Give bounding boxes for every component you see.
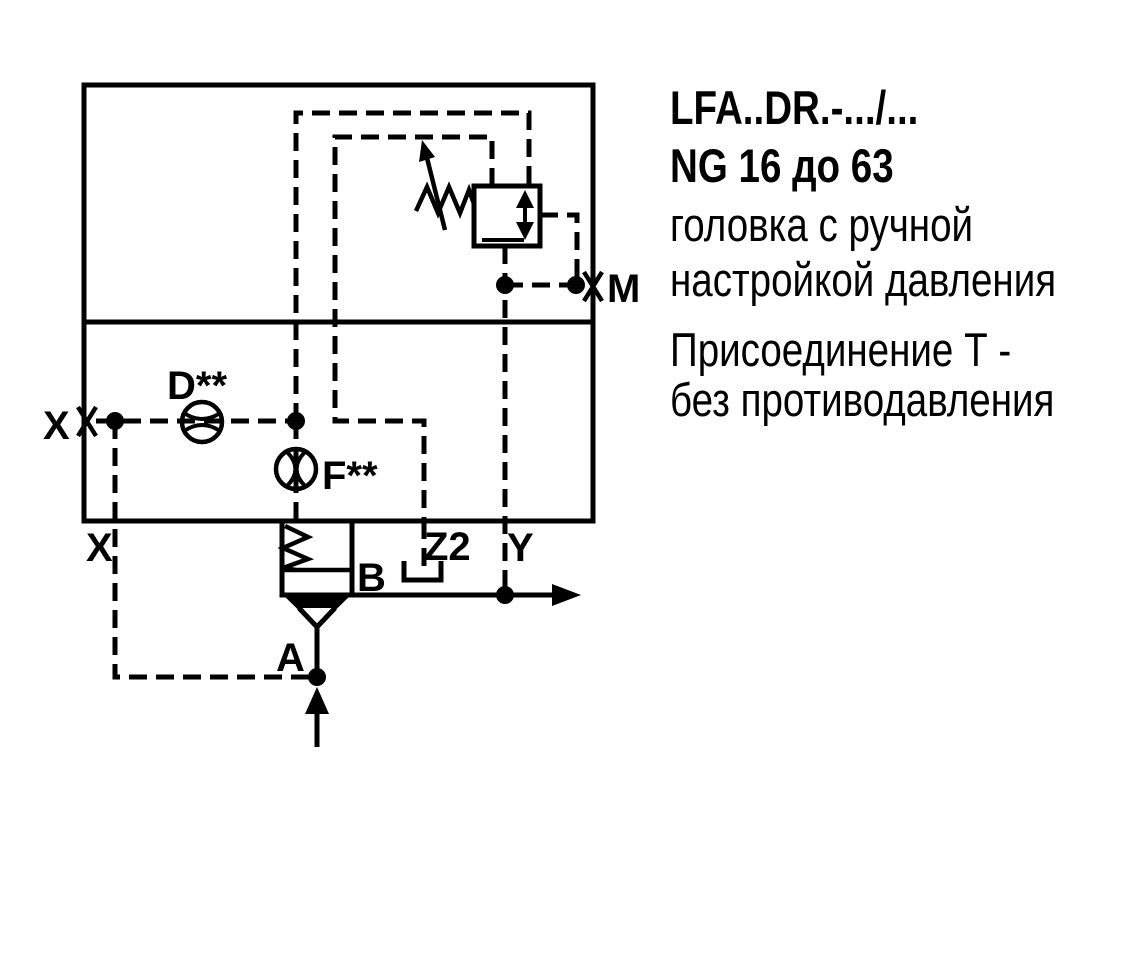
orifice-f-label: F** bbox=[322, 454, 378, 498]
port-a-line bbox=[305, 628, 329, 747]
port-z2-label: Z2 bbox=[424, 525, 471, 569]
pilot-line-valve-drain bbox=[540, 215, 577, 285]
port-b-label: B bbox=[357, 556, 386, 600]
description-line-1: головка с ручной bbox=[670, 198, 974, 251]
main-valve-body bbox=[282, 521, 352, 595]
junction-dot bbox=[496, 276, 514, 294]
port-b-line bbox=[352, 584, 581, 606]
port-y-label: Y bbox=[507, 526, 534, 570]
port-x-label: X bbox=[43, 404, 70, 448]
b-flow-arrow-icon bbox=[552, 584, 581, 606]
pilot-valve-spring-icon bbox=[416, 187, 474, 213]
main-poppet-valve bbox=[282, 521, 352, 628]
description-line-2: настройкой давления bbox=[670, 253, 1057, 306]
note-line-2: без противодавления bbox=[670, 373, 1055, 426]
pilot-valve-arrow-down-icon bbox=[516, 222, 534, 240]
main-valve-spring-icon bbox=[283, 526, 308, 570]
orifice-d-label: D** bbox=[167, 364, 228, 408]
pilot-valve-body bbox=[474, 186, 540, 246]
size-range: NG 16 до 63 bbox=[670, 139, 894, 192]
junction-dot bbox=[567, 276, 585, 294]
port-m-label: M bbox=[607, 267, 641, 311]
adjustment-arrow-head-icon bbox=[419, 140, 435, 162]
port-x-plug-icon bbox=[78, 407, 96, 436]
pilot-line-outer-loop bbox=[296, 113, 529, 421]
port-x-lower-label: X bbox=[86, 526, 113, 570]
note-line-1: Присоединение Т - bbox=[670, 323, 1012, 376]
junction-dot bbox=[496, 586, 514, 604]
pilot-valve-arrow-up-icon bbox=[516, 190, 534, 208]
junction-dot bbox=[106, 412, 124, 430]
model-code: LFA..DR.-.../... bbox=[670, 81, 919, 134]
title-block bbox=[670, 0, 1128, 500]
junction-dot bbox=[287, 412, 305, 430]
junction-dot bbox=[308, 668, 326, 686]
a-flow-arrow-icon bbox=[305, 687, 329, 714]
pilot-relief-valve bbox=[416, 140, 540, 246]
port-a-label: A bbox=[276, 636, 305, 680]
